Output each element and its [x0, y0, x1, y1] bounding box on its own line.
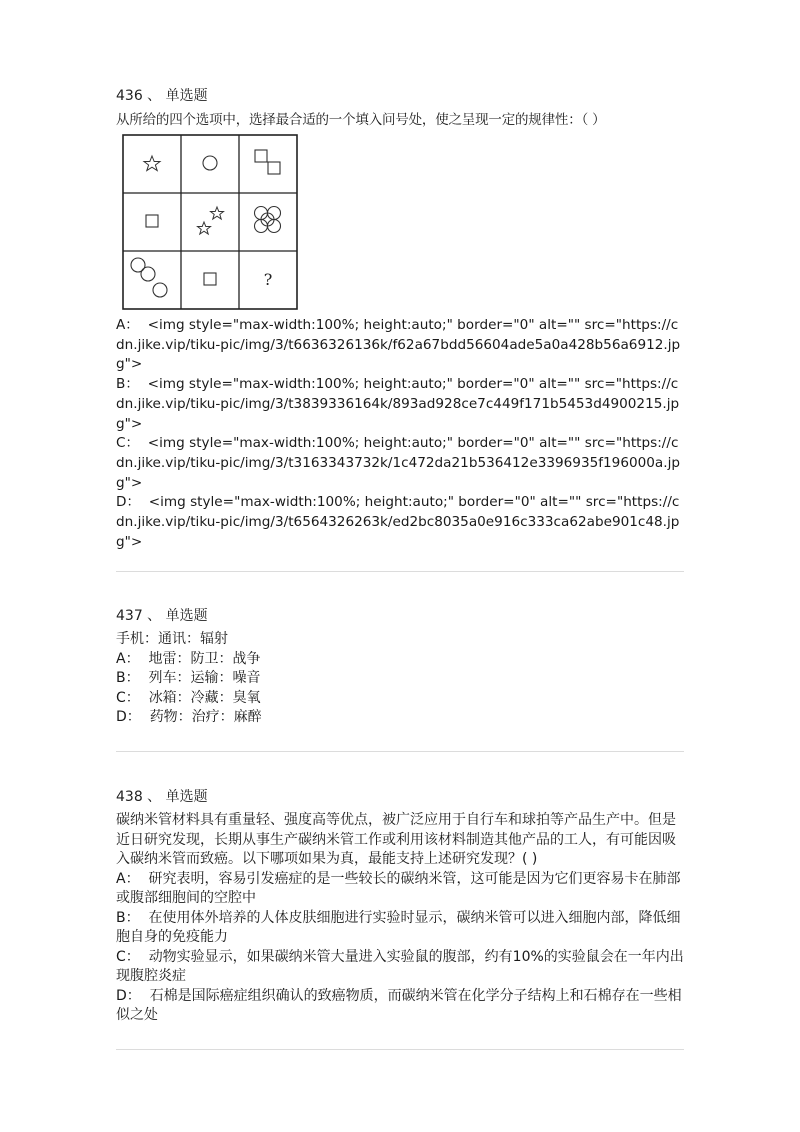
question-stem: 碳纳米管材料具有重量轻、强度高等优点，被广泛应用于自行车和球拍等产品生产中。但是近日研究发现，长期从事生产碳纳米管工作或利用该材料制造其他产品的工人，有可能因吸入碳纳米管而致癌。以下哪项如果为真，最能支持上述研究发现？( ) [116, 812, 676, 867]
figure-grid [122, 134, 298, 310]
question-header: 438 、 单选题 [116, 789, 208, 805]
question-437 [116, 606, 686, 728]
option-d[interactable]: D： 药物：治疗：麻醉 [116, 709, 262, 725]
question-stem: 手机：通讯：辐射 [116, 631, 228, 647]
option-c[interactable]: C： 冰箱：冷藏：臭氧 [116, 689, 261, 706]
question-436-options [116, 316, 686, 552]
option-c[interactable]: C： <img style="max-width:100%; height:auto;" border="0" alt="" src="https://cdn.jike.vip/tiku-pic/img/3/t3163343732k/1c472da21b536412e3396935f196000a.jpg"> [116, 435, 680, 491]
option-d[interactable]: D： <img style="max-width:100%; height:auto;" border="0" alt="" src="https://cdn.jike.vip/tiku-pic/img/3/t6564326263k/ed2bc8035a0e916c333ca62abe901c48.jpg"> [116, 494, 680, 550]
option-b[interactable]: B： 列车：运输：噪音 [116, 670, 261, 686]
question-436 [116, 86, 686, 130]
option-a[interactable]: A： 地雷：防卫：战争 [116, 650, 261, 667]
divider [116, 571, 684, 572]
option-b[interactable]: B： <img style="max-width:100%; height:auto;" border="0" alt="" src="https://cdn.jike.vip/tiku-pic/img/3/t3839336164k/893ad928ce7c449f171b5453d4900215.jpg"> [116, 376, 680, 432]
option-a[interactable]: A： 研究表明，容易引发癌症的是一些较长的碳纳米管，这可能是因为它们更容易卡在肺部或腹部细胞间的空腔中 [116, 870, 681, 906]
question-header: 437 、 单选题 [116, 608, 208, 624]
option-a[interactable]: A： <img style="max-width:100%; height:auto;" border="0" alt="" src="https://cdn.jike.vip/tiku-pic/img/3/t6636326136k/f62a67bdd56604ade5a0a428b56a6912.jpg"> [116, 317, 681, 373]
option-b[interactable]: B： 在使用体外培养的人体皮肤细胞进行实验时显示，碳纳米管可以进入细胞内部，降低细胞自身的免疫能力 [116, 909, 681, 945]
question-header: 436 、 单选题 [116, 88, 208, 104]
question-mark: ? [263, 270, 273, 289]
option-d[interactable]: D： 石棉是国际癌症组织确认的致癌物质，而碳纳米管在化学分子结构上和石棉存在一些相似之处 [116, 987, 682, 1023]
divider [116, 1049, 684, 1050]
question-438 [116, 787, 686, 1026]
option-c[interactable]: C： 动物实验显示，如果碳纳米管大量进入实验鼠的腹部，约有10%的实验鼠会在一年内出现腹腔炎症 [116, 948, 684, 984]
divider [116, 751, 684, 752]
question-stem: 从所给的四个选项中，选择最合适的一个填入问号处，使之呈现一定的规律性：（ ） [116, 112, 606, 128]
